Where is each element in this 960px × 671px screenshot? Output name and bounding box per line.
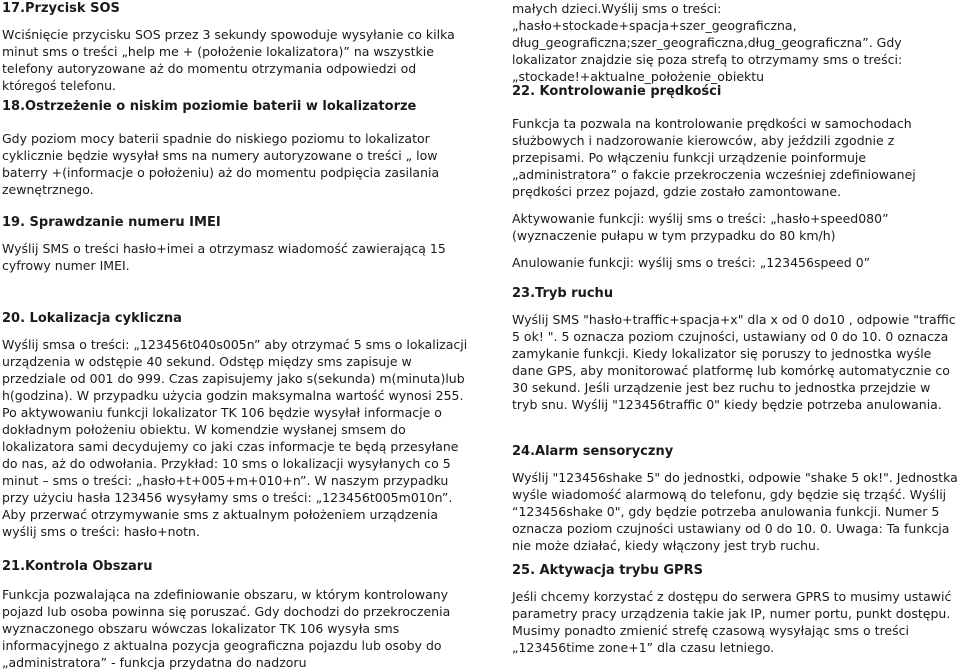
- section-body: Funkcja pozwalająca na zdefiniowanie obszaru, w którym kontrolowany pojazd lub osoba powinna się poruszać. Gdy dochodzi do przekroczenia wyznaczonego obszaru wówczas lokalizator TK 106 wysyła sms informacyjnego z aktualna pozycja geograficzna pojazdu lub osoby do „administratora” - funkcja przydatna do nadzoru: [2, 587, 451, 670]
- section-paragraph: Funkcja ta pozwala na kontrolowanie prędkości w samochodach służbowych i nadzorowanie kierowców, aby jeździli zgodnie z przepisami. Po włączeniu funkcji urządzenie poinformuje „administratora” o fakcie przekroczenia wcześniej zdefiniowanej prędkości przez pojazd, gdzie zostało zamontowane.: [512, 116, 916, 199]
- section-17: [2, 0, 472, 94]
- section-paragraph: Aktywowanie funkcji: wyślij sms o treści: „hasło+speed080” (wyznaczenie pułapu w tym przypadku do 80 km/h): [512, 211, 889, 243]
- section-23: [512, 285, 958, 413]
- section-heading: 17.Przycisk SOS: [2, 1, 120, 16]
- section-heading: 20. Lokalizacja cykliczna: [2, 311, 182, 326]
- section-25: [512, 562, 958, 656]
- section-heading: 24.Alarm sensoryczny: [512, 444, 674, 459]
- section-body: Wyślij SMS o treści hasło+imei a otrzymasz wiadomość zawierającą 15 cyfrowy numer IMEI.: [2, 241, 446, 273]
- section-heading: 22. Kontrolowanie prędkości: [512, 84, 722, 99]
- section-body: małych dzieci.Wyślij sms o treści:„hasło+stockade+spacja+szer_geograficzna, dług_geograficzna;szer_geograficzna,dług_geograficzna”. Gdy lokalizator znajdzie się poza strefą to otrzymamy sms o treści: „stockade!+aktualne_położenie_obiektu: [512, 1, 903, 84]
- section-heading: 25. Aktywacja trybu GPRS: [512, 563, 703, 578]
- section-body: Wyślij smsa o treści: „123456t040s005n” aby otrzymać 5 sms o lokalizacji urządzenia w odstępie 40 sekund. Odstęp między sms zapisuje w przedziale od 001 do 999. Czas zapisujemy jako s(sekunda) m(minuta)lub h(godzina). W przypadku użycia godzin maksymalna wartość wynosi 255. Po aktywowaniu funkcji lokalizator TK 106 będzie wysyłał informacje o dokładnym położeniu obiektu. W komendzie wysłanej smsem do lokalizatora sami decydujemy co jaki czas informacje te będą przesyłane do nas, aż do odwołania. Przykład: 10 sms o lokalizacji wysyłanych co 5 minut – sms o treści: „hasło+t+005+m+010+n”. W naszym przypadku przy użyciu hasła 123456 wysyłamy sms o treści: „123456t005m010n”. Aby przerwać otrzymywanie sms z aktualnym położeniem urządzenia wyślij sms o treści: hasło+notn.: [2, 337, 468, 539]
- section-20: [2, 310, 472, 540]
- section-body: Gdy poziom mocy baterii spadnie do niskiego poziomu to lokalizator cyklicznie będzie wysyłał sms na numery autoryzowane o treści „ low baterry +(informacje o położeniu) aż do momentu podpięcia zasilania zewnętrznego.: [2, 131, 440, 197]
- section-body: Jeśli chcemy korzystać z dostępu do serwera GPRS to musimy ustawić parametry pracy urządzenia takie jak IP, numer portu, punkt dostępu. Musimy ponadto zmienić strefę czasową wysyłając sms o treści „123456time zone+1” dla czasu letniego.: [512, 589, 952, 655]
- section-19: [2, 214, 472, 274]
- section-heading: 23.Tryb ruchu: [512, 286, 614, 301]
- section-heading: 21.Kontrola Obszaru: [2, 559, 153, 574]
- section-heading: 18.Ostrzeżenie o niskim poziomie baterii w lokalizatorze: [2, 99, 417, 114]
- section-18: [2, 98, 472, 198]
- section-paragraph: Anulowanie funkcji: wyślij sms o treści: „123456speed 0”: [512, 255, 871, 270]
- section-24: [512, 443, 958, 554]
- section-body: Wyślij "123456shake 5" do jednostki, odpowie "shake 5 ok!". Jednostka wyśle wiadomość alarmową do telefonu, gdy będzie się trząść. Wyślij “123456shake 0", gdy będzie potrzeba anulowania funkcji. Numer 5 oznacza poziom czujności ustawiany od 0 do 10. 0. Uwaga: Ta funkcja nie może działać, kiedy włączony jest tryb ruchu.: [512, 470, 958, 553]
- section-body: Wyślij SMS "hasło+traffic+spacja+x" dla x od 0 do10 , odpowie "traffic 5 ok! ". 5 oznacza poziom czujności, ustawiany od 0 do 10. 0 oznacza zamykanie funkcji. Kiedy lokalizator się poruszy to jednostka wyśle dane GPS, aby monitorować platformę lub komórkę automatycznie co 30 sekund. Jeśli urządzenie jest bez ruchu to jednostka przejdzie w tryb snu. Wyślij "123456traffic 0" kiedy będzie potrzeba anulowania.: [512, 312, 956, 412]
- section-21-continued: [512, 0, 958, 85]
- section-21: [2, 558, 472, 671]
- section-heading: 19. Sprawdzanie numeru IMEI: [2, 215, 221, 230]
- section-body: Wciśnięcie przycisku SOS przez 3 sekundy spowoduje wysyłanie co kilka minut sms o treści „help me + (położenie lokalizatora)” na wszystkie telefony autoryzowane aż do momentu otrzymania odpowiedzi od któregoś telefonu.: [2, 27, 455, 93]
- section-22: [512, 83, 958, 271]
